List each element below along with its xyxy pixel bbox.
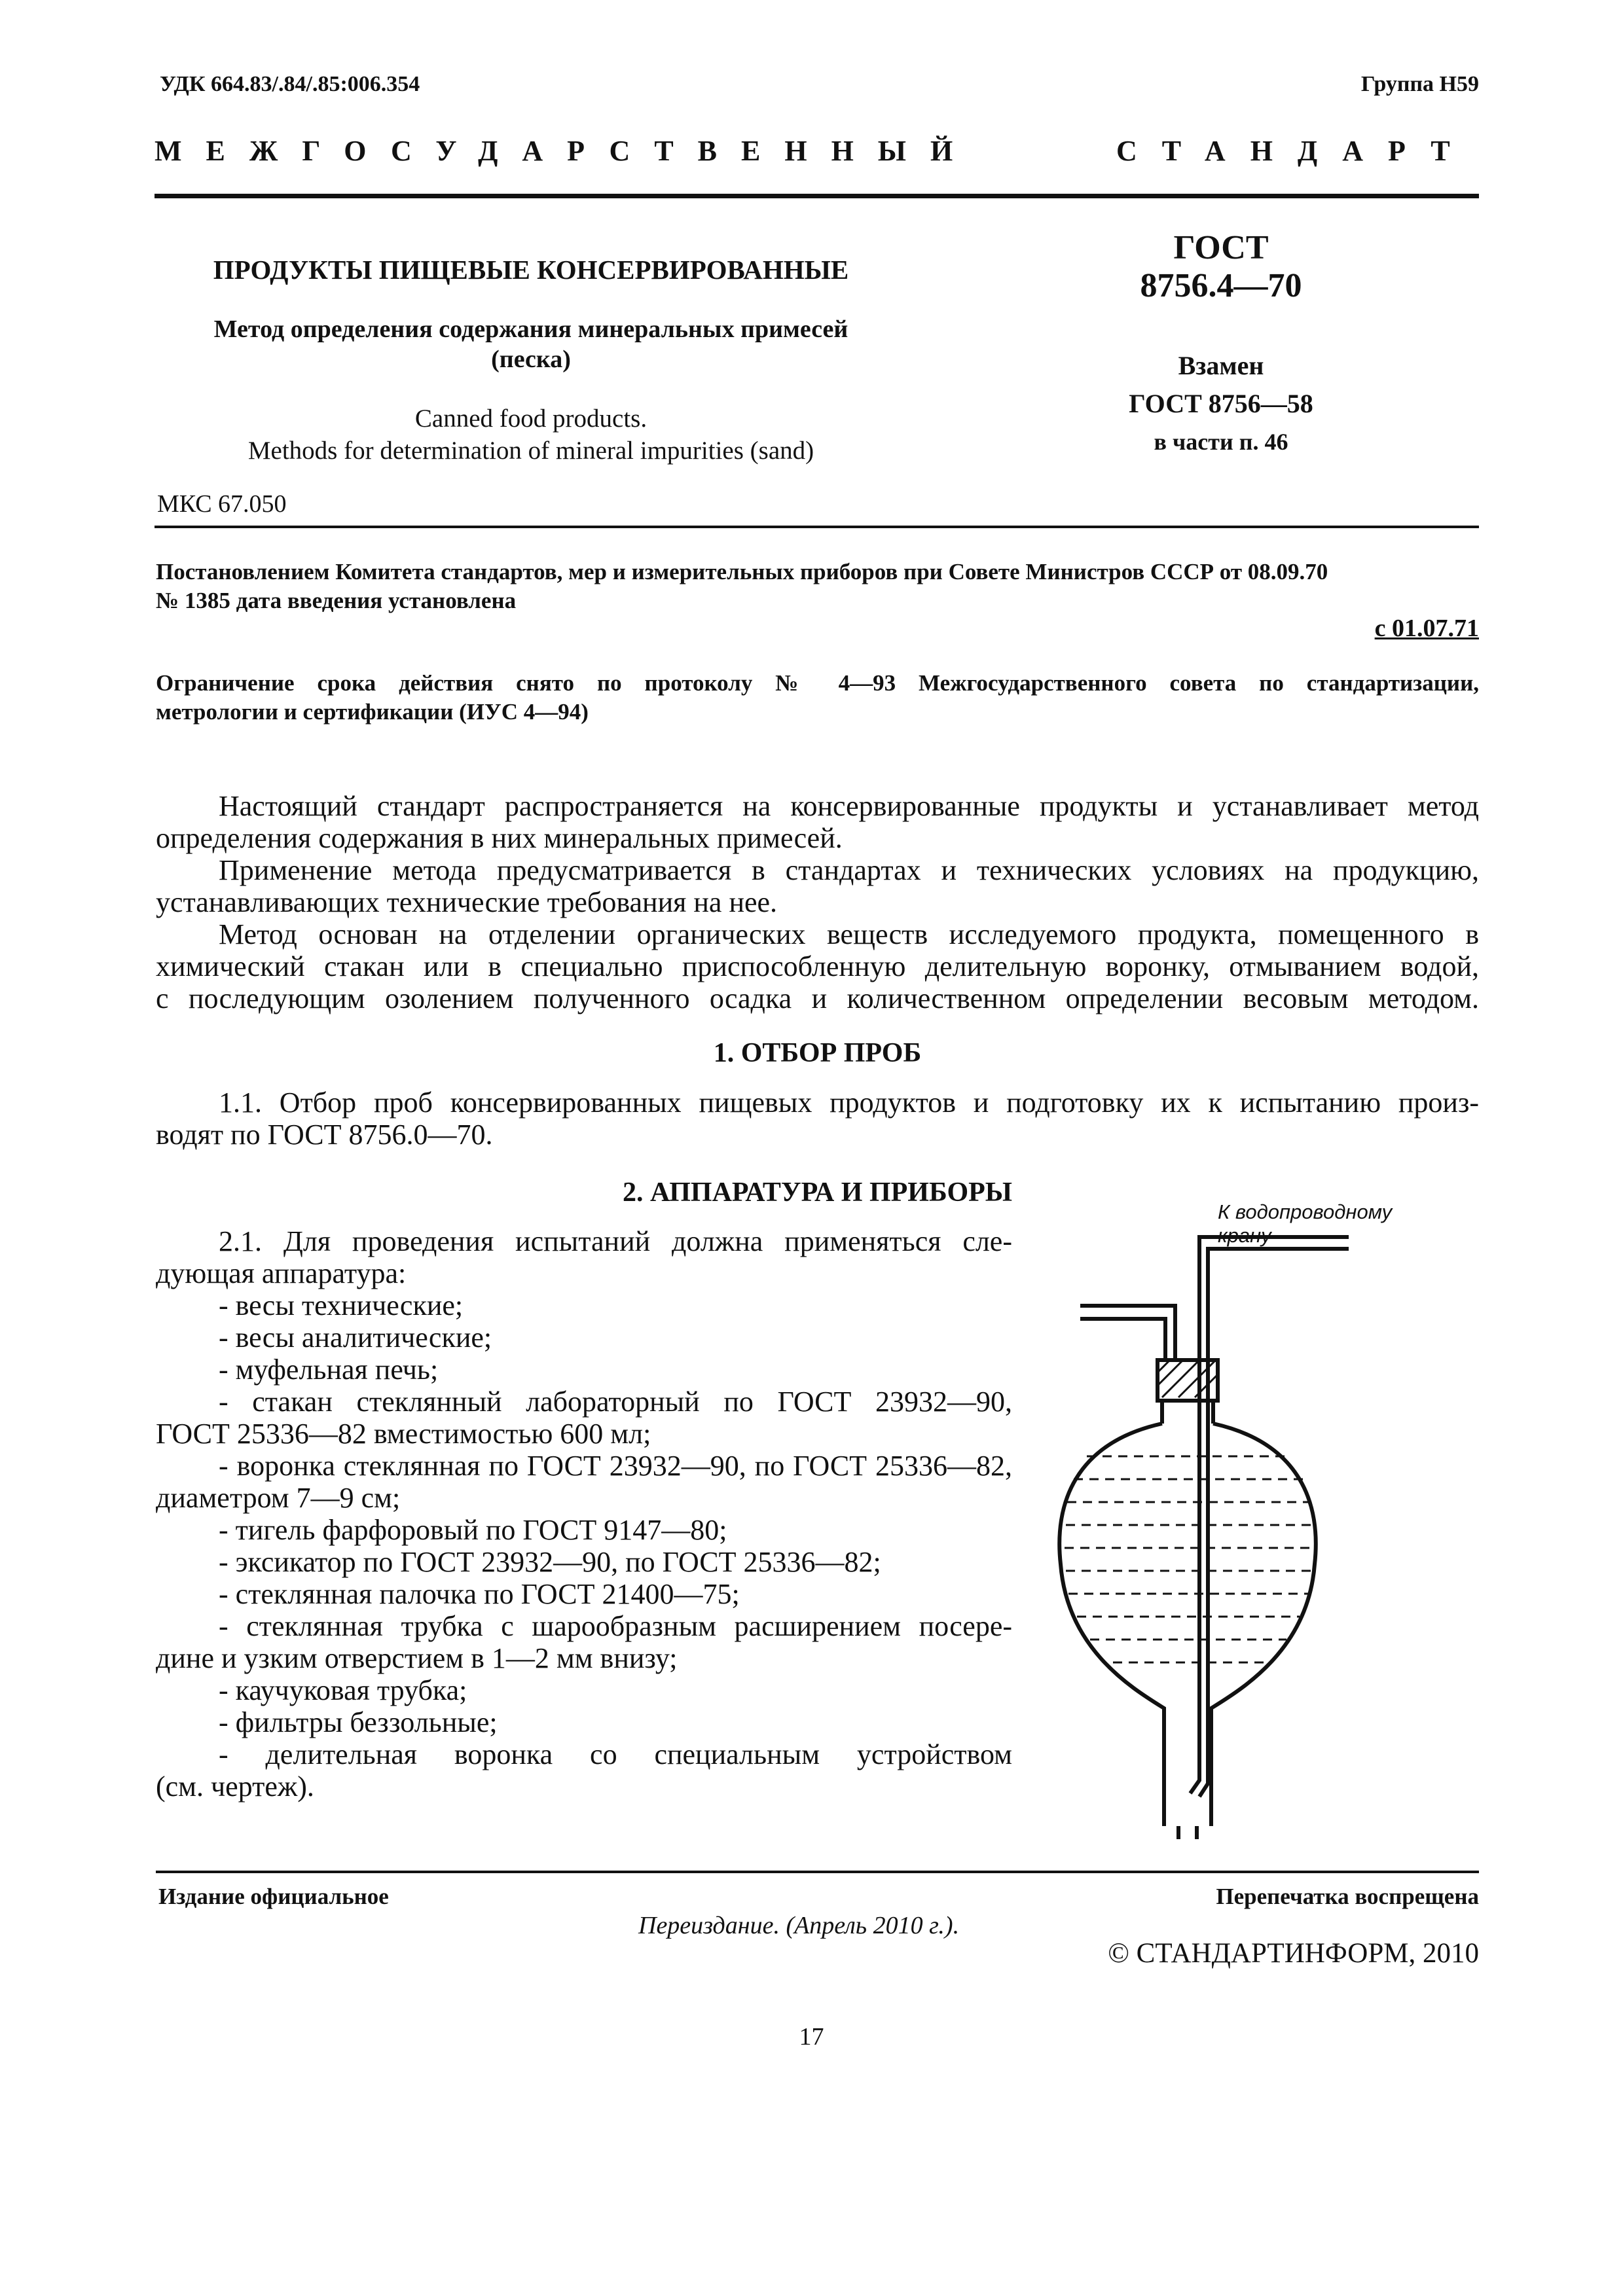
section1-text [156, 1086, 1479, 1151]
intro-line: определения содержания в них минеральных примесей. [156, 822, 843, 854]
equipment-list-line: - весы аналитические; [219, 1321, 492, 1354]
figure-label-line: К водопроводному [1218, 1200, 1393, 1223]
figure-label-line: крану [1218, 1224, 1271, 1247]
mks-code: МКС 67.050 [157, 490, 287, 518]
group-code: Группа Н59 [1360, 72, 1479, 96]
effective-date: с 01.07.71 [1374, 615, 1479, 642]
intro-text [156, 790, 1479, 1014]
funnel-drawing [1048, 1198, 1480, 1839]
gost-number: 8756.4—70 [1140, 267, 1302, 304]
equipment-list-line: - эксикатор по ГОСТ 23932—90, по ГОСТ 25336—82; [219, 1546, 881, 1578]
standard-label: СТАНДАРТ [1116, 135, 1475, 167]
equipment-list-line: - делительная воронка со специальным устройством [219, 1738, 1012, 1770]
english-title-line: Methods for determination of mineral impurities (sand) [247, 437, 814, 465]
equipment-list-line: (см. чертеж). [156, 1770, 314, 1803]
equipment-list-line: - стакан стеклянный лабораторный по ГОСТ 23932—90, [219, 1386, 1012, 1418]
section1-line: 1.1. Отбор проб консервированных пищевых продуктов и подготовку их к испытанию произ- [219, 1086, 1479, 1119]
gost-designation [1061, 229, 1381, 305]
intro-line: Настоящий стандарт распространяется на консервированные продукты и устанавливает метод [219, 790, 1479, 822]
reissue-note: Переиздание. (Апрель 2010 г.). [638, 1912, 960, 1939]
decree-line: № 1385 дата введения установлена [156, 588, 517, 613]
document-subtitle [155, 314, 907, 374]
figure-label [1218, 1200, 1392, 1247]
equipment-list-line: дующая аппаратура: [156, 1257, 407, 1289]
section1-heading: 1. ОТБОР ПРОБ [713, 1038, 922, 1068]
restriction-line: Ограничение срока действия снято по протоколу № 4—93 Межгосударственного совета по стандартизации, [156, 670, 1479, 696]
gost-label: ГОСТ [1173, 229, 1269, 266]
separating-funnel-figure [1048, 1198, 1480, 1839]
equipment-list-line: - стеклянная палочка по ГОСТ 21400—75; [219, 1578, 740, 1610]
subtitle-line: Метод определения содержания минеральных примесей [213, 315, 848, 343]
decree-text [156, 558, 1479, 615]
equipment-list-line: 2.1. Для проведения испытаний должна применяться сле- [219, 1225, 1012, 1257]
replaces-label: Взамен [1178, 351, 1264, 380]
equipment-list-line: - фильтры беззольные; [219, 1706, 498, 1738]
replaces-block [1061, 347, 1381, 461]
intro-line: устанавливающих технические требования на нее. [156, 886, 778, 918]
restriction-text [156, 669, 1479, 726]
intro-line: с последующим озолением полученного осадка и количественном определении весовым методом. [156, 982, 1479, 1014]
title-rule [155, 526, 1479, 528]
page-number: 17 [799, 2023, 824, 2051]
reprint-prohibited: Перепечатка воспрещена [1216, 1884, 1479, 1909]
copyright: © СТАНДАРТИНФОРМ, 2010 [1108, 1938, 1479, 1969]
equipment-list-line: диаметром 7—9 см; [156, 1482, 401, 1514]
section2-heading: 2. АППАРАТУРА И ПРИБОРЫ [622, 1177, 1013, 1208]
decree-line: Постановлением Комитета стандартов, мер и измерительных приборов при Совете Министров СССР от 08.09.70 [156, 559, 1328, 584]
restriction-line: метрологии и сертификации (ИУС 4—94) [156, 699, 589, 725]
udk-code: УДК 664.83/.84/.85:006.354 [160, 72, 420, 96]
official-edition: Издание официальное [158, 1884, 389, 1909]
header-rule [155, 194, 1479, 198]
equipment-list-line: - тигель фарфоровый по ГОСТ 9147—80; [219, 1514, 727, 1546]
equipment-list-line: - воронка стеклянная по ГОСТ 23932—90, по ГОСТ 25336—82, [219, 1450, 1012, 1482]
subtitle-line: (песка) [491, 346, 571, 373]
interstate-label: МЕЖГОСУДАРСТВЕННЫЙ [155, 135, 977, 167]
equipment-list [156, 1225, 1012, 1803]
equipment-list-line: дине и узким отверстием в 1—2 мм внизу; [156, 1642, 678, 1674]
equipment-list-line: - муфельная печь; [219, 1354, 439, 1386]
section1-line: водят по ГОСТ 8756.0—70. [156, 1119, 493, 1151]
replaces-part: в части п. 46 [1154, 429, 1288, 455]
intro-line: Метод основан на отделении органических веществ исследуемого продукта, помещенного в [219, 918, 1479, 950]
intro-line: химический стакан или в специально приспособленную делительную воронку, отмыванием водой, [156, 950, 1479, 982]
english-title-line: Canned food products. [414, 404, 647, 433]
equipment-list-line: ГОСТ 25336—82 вместимостью 600 мл; [156, 1418, 651, 1450]
intro-line: Применение метода предусматривается в стандартах и технических условиях на продукцию, [219, 854, 1479, 886]
footer-rule [156, 1871, 1479, 1873]
equipment-list-line: - весы технические; [219, 1289, 464, 1321]
equipment-list-line: - каучуковая трубка; [219, 1674, 467, 1706]
replaces-gost: ГОСТ 8756—58 [1129, 389, 1313, 418]
document-title: ПРОДУКТЫ ПИЩЕВЫЕ КОНСЕРВИРОВАННЫЕ [213, 255, 849, 285]
equipment-list-line: - стеклянная трубка с шарообразным расширением посере- [219, 1610, 1012, 1642]
english-title [155, 403, 907, 467]
